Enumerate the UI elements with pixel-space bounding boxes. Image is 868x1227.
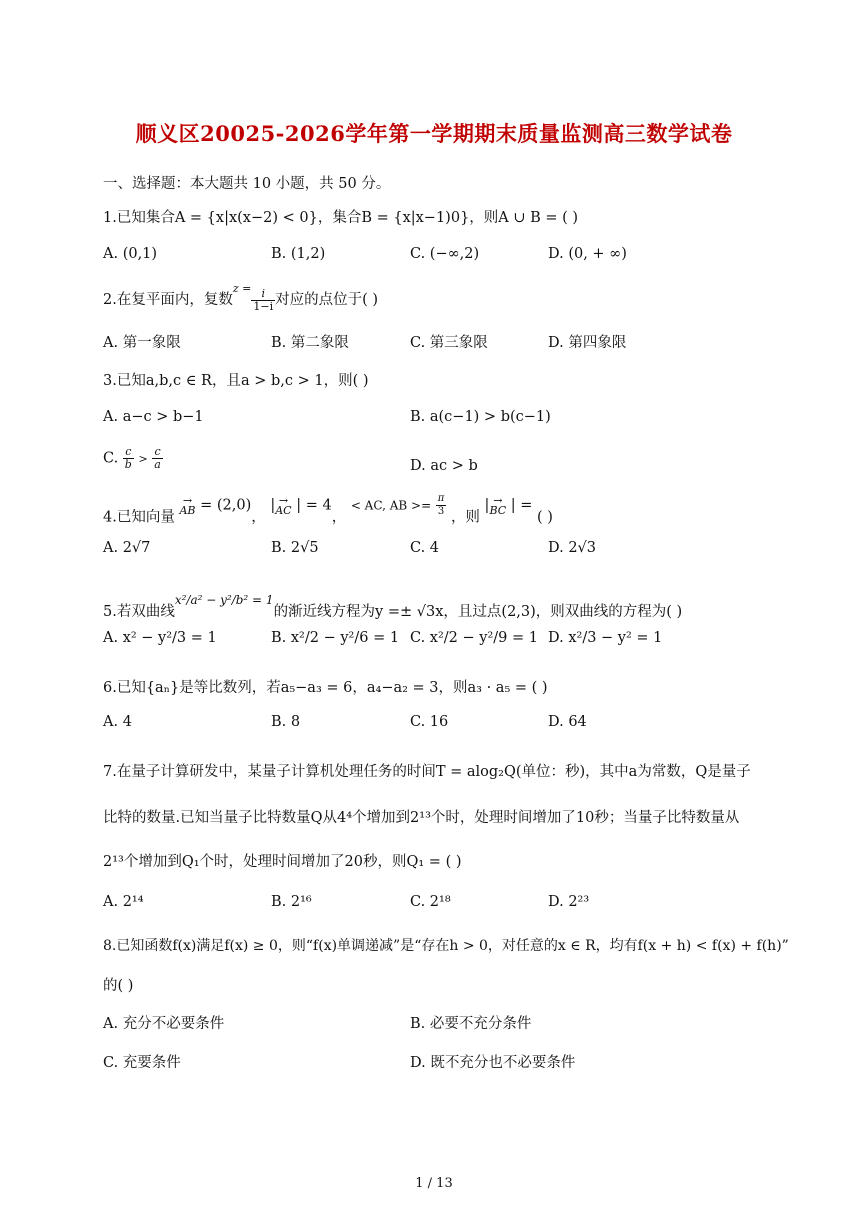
question-4: 4.已知向量 → AB = (2,0)， | → AC | = 4， < AC, AB >= $\frac{\pi}{3}$ ，则 | → BC | = ( ) xyxy=(103,493,553,526)
question-8-line-2: 的( ) xyxy=(103,978,134,994)
question-5: 5.若双曲线$^{x^2/a^2 - y^2/b^2 = 1}$的渐近线方程为y =± √3x，且过点(2,3)，则双曲线的方程为( ) xyxy=(103,593,683,620)
q7-option-b: B. 2¹⁶ xyxy=(271,894,312,910)
q1-option-a: A. (0,1) xyxy=(103,246,158,262)
q7-option-a: A. 2¹⁴ xyxy=(103,894,144,910)
question-2 xyxy=(103,282,378,313)
question-8-line-1: 8.已知函数f(x)满足f(x) ≥ 0，则“f(x)单调递减”是“存在h > 0，对任意的x ∈ R，均有f(x + h) < f(x) + f(h)” xyxy=(103,938,789,954)
q5-option-c: C. x²/2 − y²/9 = 1 xyxy=(410,630,538,646)
vector-ab: → AB xyxy=(179,493,196,517)
q1-option-c: C. (−∞,2) xyxy=(410,246,480,262)
question-7-line-1: 7.在量子计算研发中，某量子计算机处理任务的时间T = alog₂Q(单位：秒)，其中a为常数，Q是量子 xyxy=(103,764,751,780)
q7-option-d: D. 2²³ xyxy=(548,894,590,910)
q8-option-d: D. 既不充分也不必要条件 xyxy=(410,1055,576,1071)
q3-option-c: C. $\frac{c}{b}$ > $\frac{c}{a}$ xyxy=(103,445,161,471)
q1-option-b: B. (1,2) xyxy=(271,246,326,262)
page-title: 顺义区20025-2026学年第一学期期末质量监测高三数学试卷 xyxy=(135,121,733,146)
q6-option-d: D. 64 xyxy=(548,714,587,730)
q6-option-a: A. 4 xyxy=(103,714,132,730)
q8-option-a: A. 充分不必要条件 xyxy=(103,1016,225,1032)
q5-option-b: B. x²/2 − y²/6 = 1 xyxy=(271,630,400,646)
page-number: 1 / 13 xyxy=(415,1176,453,1191)
q5-option-a: A. x² − y²/3 = 1 xyxy=(103,630,217,646)
q6-option-c: C. 16 xyxy=(410,714,449,730)
q7-option-c: C. 2¹⁸ xyxy=(410,894,451,910)
q4-option-a: A. 2√7 xyxy=(103,540,151,556)
q2-option-c: C. 第三象限 xyxy=(410,335,488,351)
q2-option-b: B. 第二象限 xyxy=(271,335,349,351)
q2-z: z = xyxy=(232,282,252,295)
question-7-line-2: 比特的数量.已知当量子比特数量Q从4⁴个增加到2¹³个时，处理时间增加了10秒；当量子比特数量从 xyxy=(103,810,740,826)
question-7-line-3: 2¹³个增加到Q₁个时，处理时间增加了20秒，则Q₁ = ( ) xyxy=(103,854,462,870)
q5-option-d: D. x²/3 − y² = 1 xyxy=(548,630,663,646)
q1-option-d: D. (0, + ∞) xyxy=(548,246,627,262)
q4-option-c: C. 4 xyxy=(410,540,440,556)
q4-option-b: B. 2√5 xyxy=(271,540,319,556)
question-3: 3.已知a,b,c ∈ R，且a > b,c > 1，则( ) xyxy=(103,373,369,389)
vector-bc: → BC xyxy=(489,493,507,517)
section-heading: 一、选择题：本大题共 10 小题，共 50 分。 xyxy=(103,176,391,192)
q2-pre: 2.在复平面内，复数 xyxy=(103,292,233,308)
q2-post: 对应的点位于( ) xyxy=(275,292,379,308)
q2-fraction: $\frac{i}{1-i}$ xyxy=(253,286,274,313)
q3-option-d: D. ac > b xyxy=(410,458,478,474)
q2-option-d: D. 第四象限 xyxy=(548,335,627,351)
question-6: 6.已知{aₙ}是等比数列，若a₅−a₃ = 6，a₄−a₂ = 3，则a₃ · a₅ = ( ) xyxy=(103,680,548,696)
question-1: 1.已知集合A = {x|x(x−2) < 0}，集合B = {x|x−1)0}，则A ∪ B = ( ) xyxy=(103,210,579,226)
q8-option-b: B. 必要不充分条件 xyxy=(410,1016,532,1032)
q8-option-c: C. 充要条件 xyxy=(103,1055,181,1071)
q3-option-a: A. a−c > b−1 xyxy=(103,409,204,425)
q3-option-b: B. a(c−1) > b(c−1) xyxy=(410,409,551,425)
q2-option-a: A. 第一象限 xyxy=(103,335,181,351)
q4-option-d: D. 2√3 xyxy=(548,540,597,556)
vector-ac: → AC xyxy=(275,493,292,517)
q6-option-b: B. 8 xyxy=(271,714,301,730)
